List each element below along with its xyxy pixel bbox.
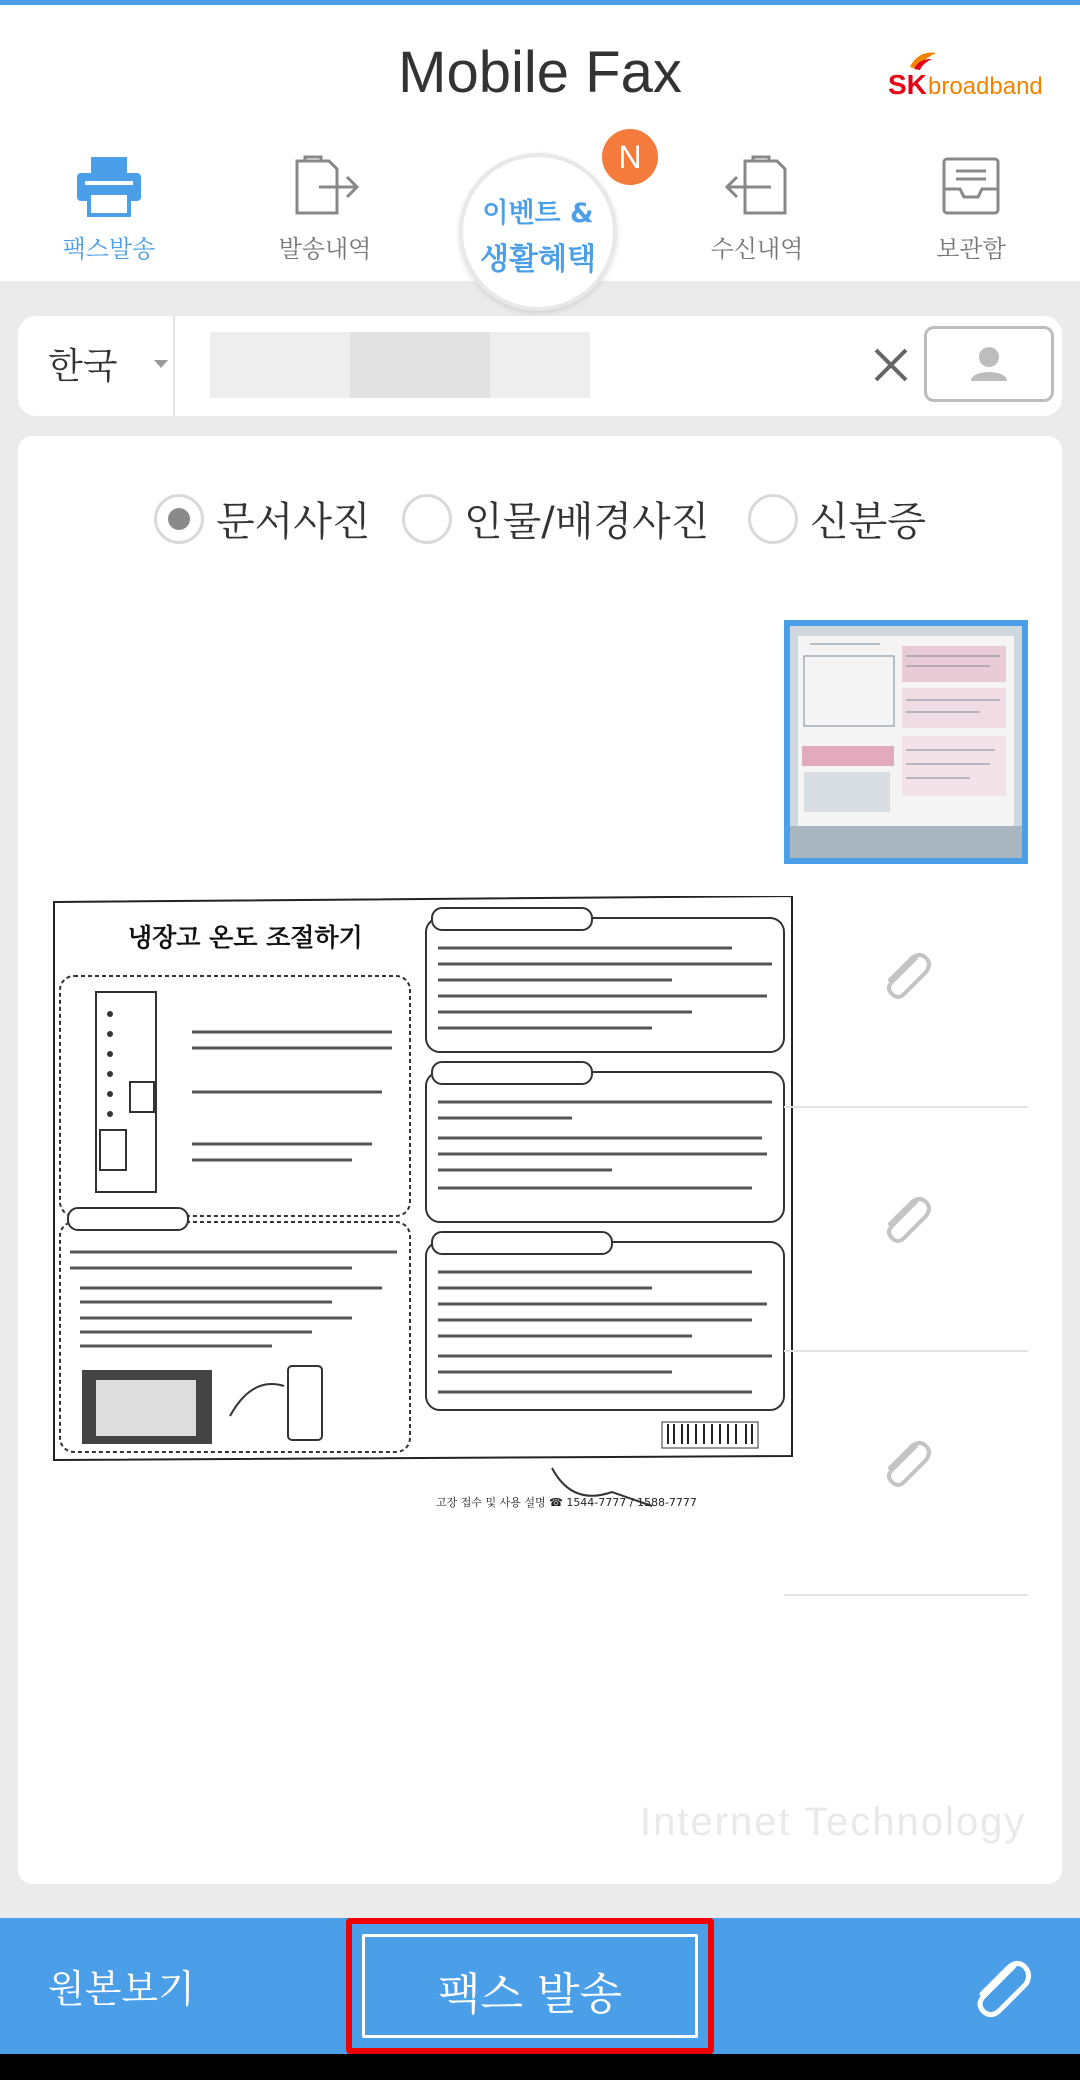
- app-title: Mobile Fax: [398, 40, 682, 105]
- radio-dot: [154, 494, 204, 544]
- nav-fax-send[interactable]: [24, 155, 194, 275]
- country-select[interactable]: 한국: [48, 346, 118, 387]
- document-preview: [52, 896, 794, 1576]
- brand-name: broadband: [928, 73, 1043, 100]
- app-header: [0, 5, 1080, 281]
- printer-icon: [75, 155, 143, 217]
- attachment-thumbnail-1[interactable]: [784, 620, 1028, 864]
- chevron-down-icon: [154, 360, 168, 368]
- attachment-slot-2[interactable]: [784, 864, 1028, 1108]
- nav-label: 팩스발송: [62, 235, 156, 263]
- paperclip-icon: [876, 946, 936, 1006]
- brand-logo: [888, 49, 1048, 105]
- nav-archive[interactable]: [886, 155, 1056, 275]
- archive-icon: [940, 155, 1002, 217]
- watermark: Internet Technology: [640, 1800, 1027, 1844]
- radio-dot: [402, 494, 452, 544]
- nav-received-history[interactable]: [672, 155, 842, 275]
- contacts-button[interactable]: [924, 326, 1054, 402]
- paperclip-icon[interactable]: [970, 1956, 1034, 2020]
- new-badge: N: [602, 129, 658, 185]
- nav-label: 수신내역: [710, 235, 804, 263]
- paperclip-icon: [876, 1190, 936, 1250]
- system-nav-bar: [0, 2054, 1080, 2080]
- document-thumbnail-image: [790, 626, 1022, 858]
- preview-footer: 고장 접수 및 사용 설명 ☎ 1544-7777 / 1588-7777: [436, 1496, 697, 1509]
- divider: [173, 316, 175, 416]
- masked-number: [350, 332, 490, 398]
- nav-sent-history[interactable]: [240, 155, 410, 275]
- close-icon[interactable]: [864, 338, 918, 392]
- attachment-slot-3[interactable]: [784, 1108, 1028, 1352]
- bottom-action-bar: [0, 1918, 1080, 2054]
- outbox-icon: [289, 155, 361, 217]
- send-fax-button[interactable]: [346, 1918, 714, 2054]
- radio-dot: [748, 494, 798, 544]
- event-line2: 생활혜택: [480, 242, 596, 277]
- recipient-bar: [18, 316, 1062, 416]
- event-line1: 이벤트 &: [482, 198, 594, 229]
- send-fax-label: 팩스 발송: [437, 1969, 622, 2020]
- radio-label: 문서사진: [216, 499, 371, 545]
- scanned-document-image: [52, 896, 794, 1576]
- fax-number-input[interactable]: [210, 332, 590, 398]
- preview-title: 냉장고 온도 조절하기: [128, 923, 363, 952]
- nav-label: 발송내역: [278, 235, 372, 263]
- event-benefits-button[interactable]: [459, 153, 617, 311]
- brand-wing-icon: [908, 49, 938, 71]
- radio-label: 신분증: [810, 499, 926, 545]
- inbox-icon: [721, 155, 793, 217]
- nav-label: 보관함: [936, 235, 1006, 263]
- view-original-button[interactable]: 원본보기: [48, 1967, 195, 2011]
- brand-sk: SK: [888, 69, 927, 100]
- attachment-slot-4[interactable]: [784, 1352, 1028, 1596]
- document-card: [18, 436, 1062, 1884]
- person-icon: [927, 329, 1057, 405]
- paperclip-icon: [876, 1434, 936, 1494]
- radio-label: 인물/배경사진: [464, 499, 710, 545]
